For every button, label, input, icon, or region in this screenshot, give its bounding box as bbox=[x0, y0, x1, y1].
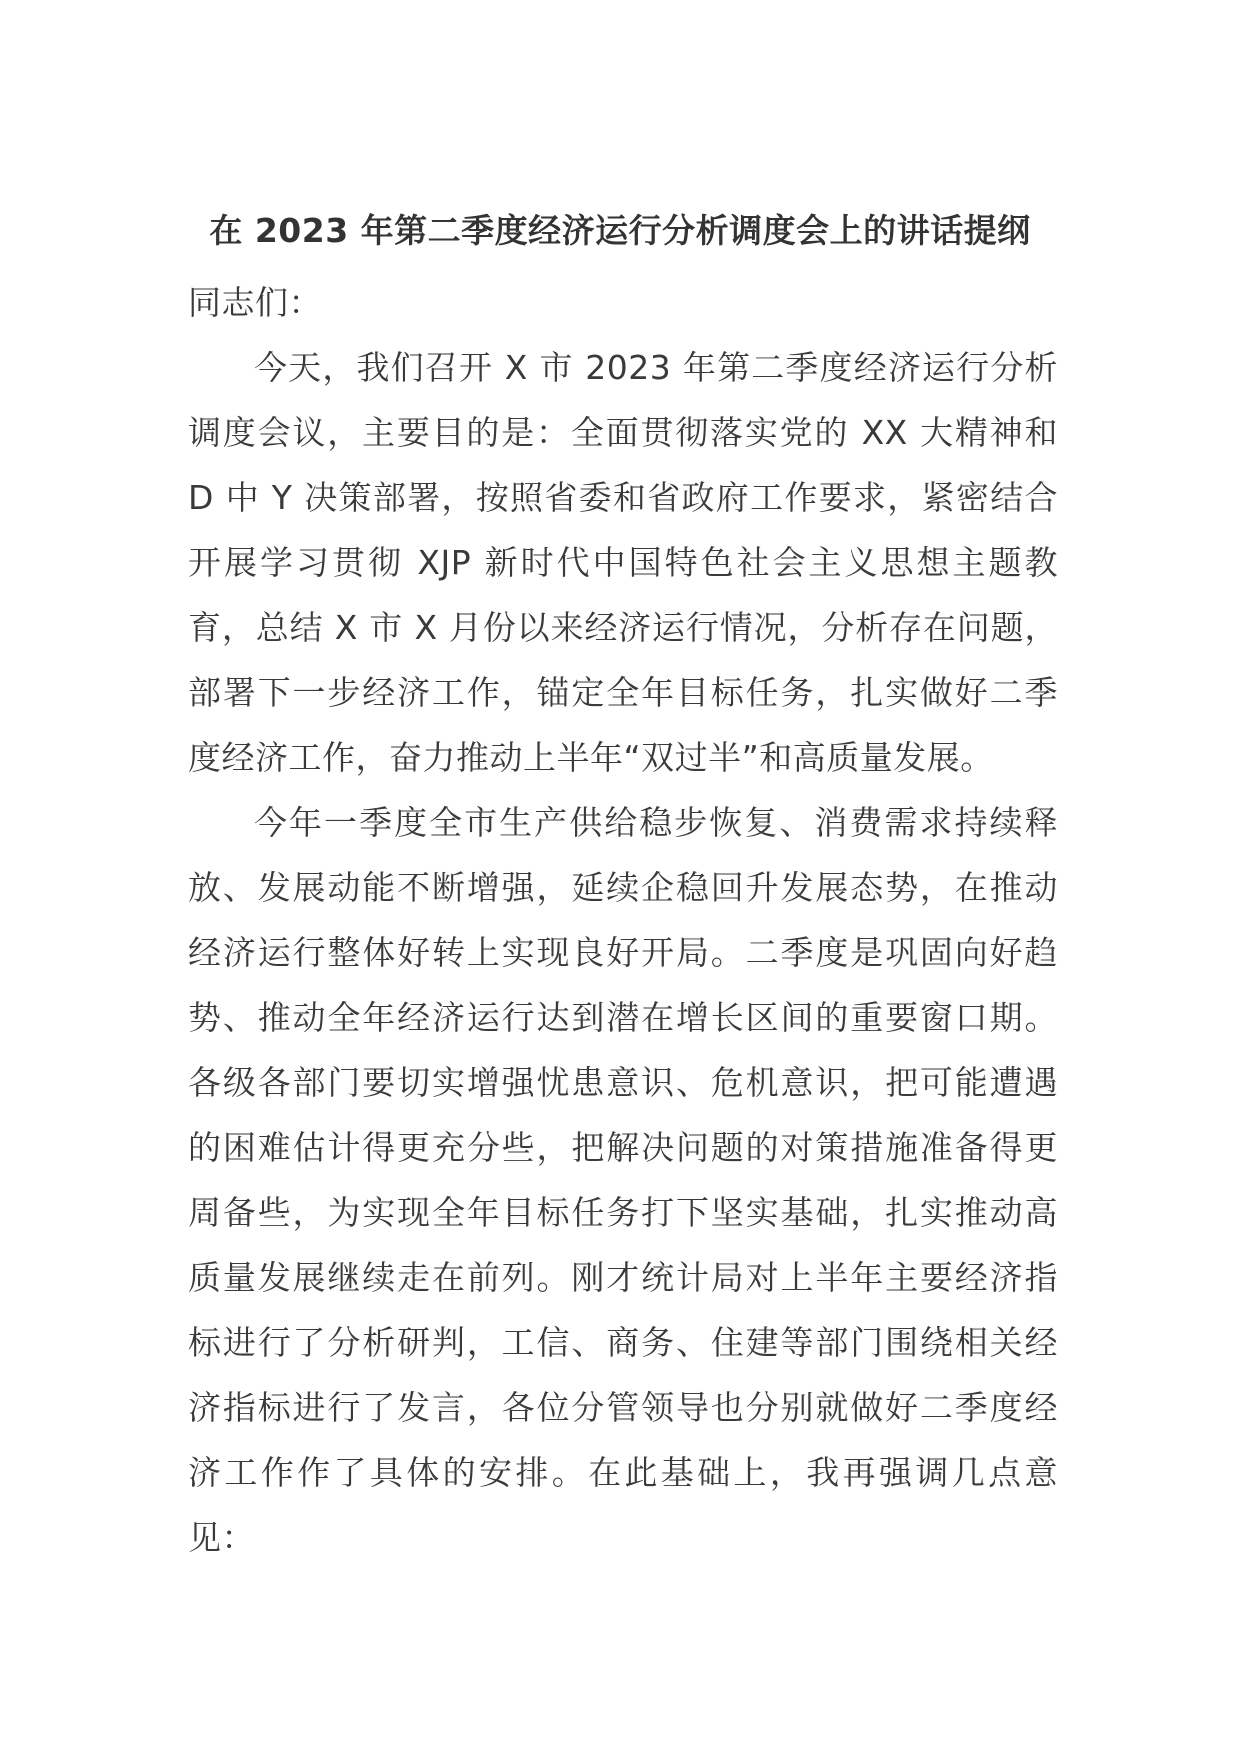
document-body bbox=[188, 270, 1058, 1570]
document-title: 在 2023 年第二季度经济运行分析调度会上的讲话提纲 bbox=[209, 211, 1031, 250]
paragraph-2: 今年一季度全市生产供给稳步恢复、消费需求持续释放、发展动能不断增强，延续企稳回升发展态势，在推动经济运行整体好转上实现良好开局。二季度是巩固向好趋势、推动全年经济运行达到潜在增长区间的重要窗口期。各级各部门要切实增强忧患意识、危机意识，把可能遭遇的困难估计得更充分些，把解决问题的对策措施准备得更周备些，为实现全年目标任务打下坚实基础，扎实推动高质量发展继续走在前列。刚才统计局对上半年主要经济指标进行了分析研判，工信、商务、住建等部门围绕相关经济指标进行了发言，各位分管领导也分别就做好二季度经济工作作了具体的安排。在此基础上，我再强调几点意见： bbox=[188, 803, 1058, 1557]
salutation: 同志们： bbox=[188, 283, 322, 322]
paragraph-1: 今天，我们召开 X 市 2023 年第二季度经济运行分析调度会议，主要目的是：全面贯彻落实党的 XX 大精神和 D 中 Y 决策部署，按照省委和省政府工作要求，紧密结合开展学习贯彻 XJP 新时代中国特色社会主义思想主题教育，总结 X 市 X 月份以来经济运行情况，分析存在问题，部署下一步经济工作，锚定全年目标任务，扎实做好二季度经济工作，奋力推动上半年“双过半”和高质量发展。 bbox=[188, 348, 1058, 777]
